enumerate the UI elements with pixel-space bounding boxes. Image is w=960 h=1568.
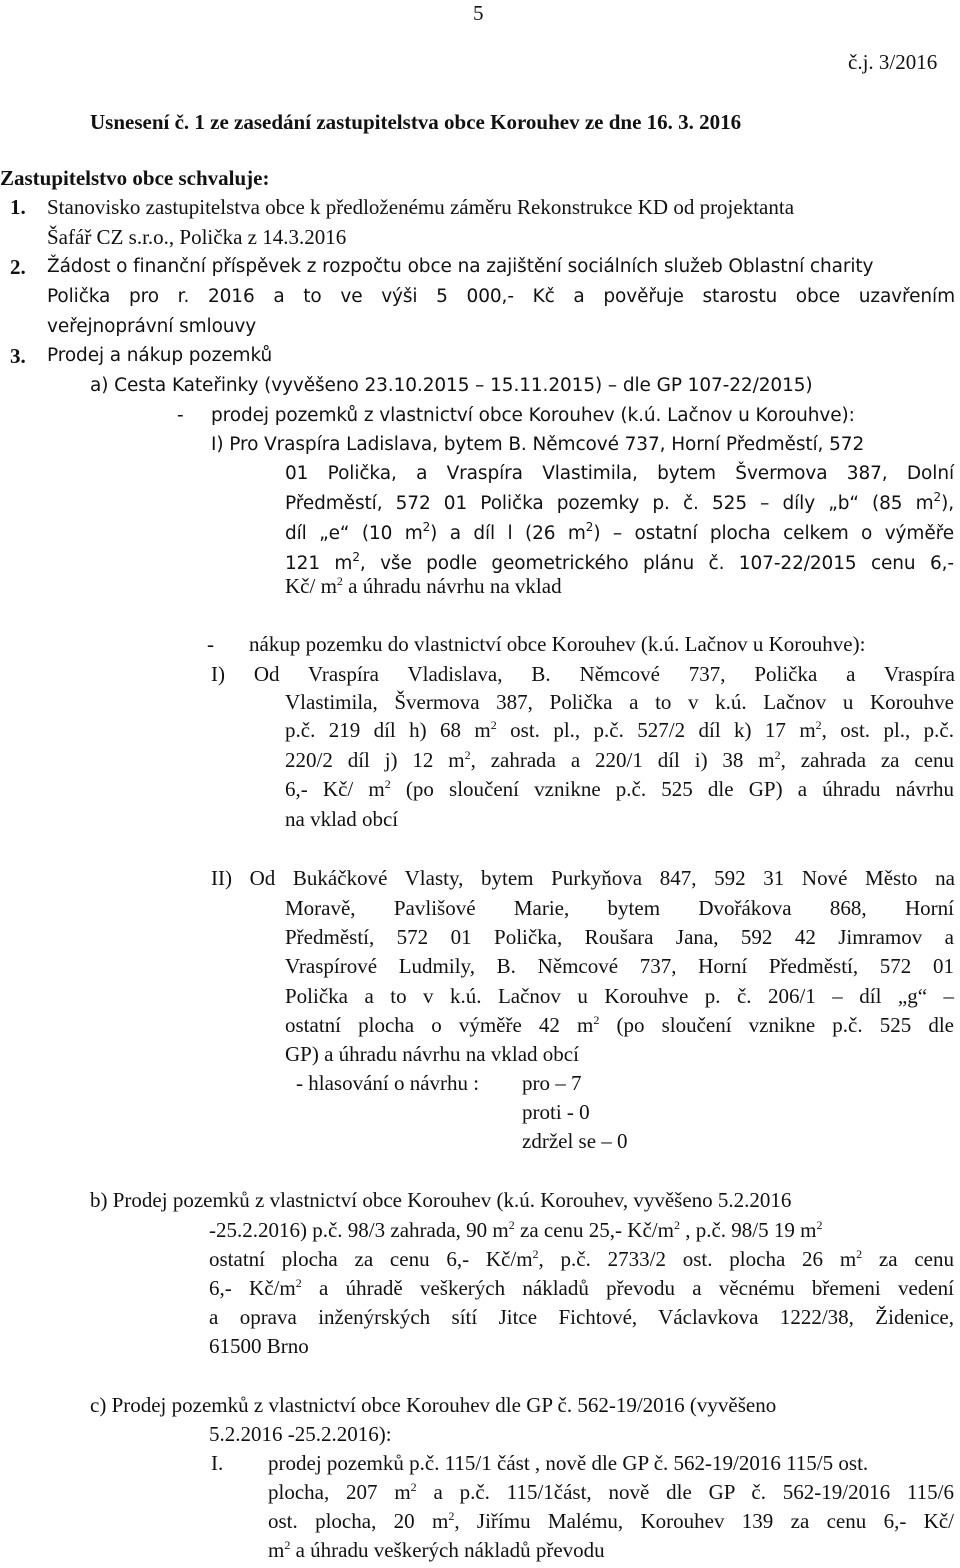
purchase-2-line-1: II) Od Bukáčkové Vlasty, bytem Purkyňova 847, 592 31 Nové Město na (211, 866, 955, 890)
item-2-line-3: veřejnoprávní smlouvy (47, 316, 257, 337)
purchase-2-line-7: GP) a úhradu návrhu na vklad obcí (285, 1042, 579, 1066)
sale-heading: prodej pozemků z vlastnictví obce Korouhev (k.ú. Lačnov u Korouhve): (211, 405, 855, 426)
purchase-1-line-5: 6,- Kč/ $m^2$ (po sloučení vznikne p.č. 525 dle GP) a úhradu návrhu (285, 777, 954, 801)
item-3c-i-number: I. (211, 1451, 224, 1475)
item-2-line-2: Polička pro r. 2016 a to ve výši 5 000,- Kč a pověřuje starostu obce uzavřením (47, 286, 955, 307)
sale-line-1: I) Pro Vraspíra Ladislava, bytem B. Němcové 737, Horní Předměstí, 572 (211, 434, 865, 455)
purchase-1-line-4: 220/2 díl j) 12 $m^2$, zahrada a 220/1 díl i) 38 $m^2$, zahrada za cenu (285, 748, 955, 772)
item-1-line-1: Stanovisko zastupitelstva obce k předloženému záměru Rekonstrukce KD od projektanta (47, 195, 795, 219)
purchase-1-line-3: p.č. 219 díl h) 68 $m^2$ ost. pl., p.č. 527/2 díl k) 17 $m^2$, ost. pl., p.č. (285, 718, 954, 742)
purchase-2-line-4: Vraspírové Ludmily, B. Němcové 737, Horní Předměstí, 572 01 (285, 954, 954, 978)
purchase-2-line-6: ostatní plocha o výměře 42 $m^2$ (po sloučení vznikne p.č. 525 dle (285, 1013, 954, 1037)
purchase-1-line-2: Vlastimila, Švermova 387, Polička a to v k.ú. Lačnov u Korouhve (285, 690, 954, 714)
item-1-number: 1. (10, 195, 26, 219)
purchase-1-line-6: na vklad obcí (285, 807, 399, 831)
page-number: 5 (473, 1, 484, 25)
sale-dash: - (177, 405, 184, 426)
vote-label: - hlasování o návrhu : (296, 1071, 480, 1095)
vote-for: pro – 7 (522, 1071, 582, 1095)
purchase-2-line-5: Polička a to v k.ú. Lačnov u Korouhve p. č. 206/1 – díl „g“ – (285, 984, 954, 1008)
purchase-2-line-2: Moravě, Pavlišové Marie, bytem Dvořákova 868, Horní (285, 896, 954, 920)
sale-line-3: Předměstí, 572 01 Polička pozemky p. č. 525 – díly „b“ (85 $m^2$), (285, 490, 954, 514)
sale-line-6: Kč/ $m^2$ a úhradu návrhu na vklad (285, 574, 562, 598)
item-3b-line-4: 6,- $Kč/m^2$ a úhradě veškerých nákladů převodu a věcnému břemeni vedení (209, 1276, 954, 1300)
item-3a-title: a) Cesta Kateřinky (vyvěšeno 23.10.2015 – 15.11.2015) – dle GP 107-22/2015) (90, 375, 813, 396)
item-3b-line-1: b) Prodej pozemků z vlastnictví obce Korouhev (k.ú. Korouhev, vyvěšeno 5.2.2016 (90, 1188, 792, 1212)
sale-line-5: 121 $m^2$, vše podle geometrického plánu č. 107-22/2015 cenu 6,- (285, 550, 954, 574)
item-3b-line-3: ostatní plocha za cenu 6,- $Kč/m^2$, p.č. 2733/2 ost. plocha 26 $m^2$ za cenu (209, 1247, 954, 1271)
item-3b-line-6: 61500 Brno (209, 1334, 309, 1358)
item-3b-line-2: -25.2.2016) p.č. 98/3 zahrada, 90 $m^2$ za cenu 25,- $Kč/m^2$ , p.č. 98/5 19 $m^2$ (209, 1218, 823, 1242)
item-3c-line-1: c) Prodej pozemků z vlastnictví obce Korouhev dle GP č. 562-19/2016 (vyvěšeno (90, 1393, 777, 1417)
item-3c-i-line-2: plocha, 207 $m^2$ a p.č. 115/1část, nově dle GP č. 562-19/2016 115/6 (268, 1480, 954, 1504)
sale-line-4: díl „e“ (10 $m^2$) a díl l (26 $m^2$) – ostatní plocha celkem o výměře (285, 520, 954, 544)
item-2-number: 2. (10, 255, 26, 279)
item-3c-line-2: 5.2.2016 -25.2.2016): (209, 1422, 392, 1446)
purchase-heading: nákup pozemku do vlastnictví obce Korouhev (k.ú. Lačnov u Korouhve): (249, 632, 866, 656)
purchase-dash: - (207, 632, 214, 656)
item-3c-i-line-1: prodej pozemků p.č. 115/1 část , nově dle GP č. 562-19/2016 115/5 ost. (268, 1451, 869, 1475)
item-2-line-1: Žádost o finanční příspěvek z rozpočtu obce na zajištění sociálních služeb Oblastní charity (47, 256, 874, 277)
item-3-title: Prodej a nákup pozemků (47, 345, 273, 366)
reference-number: č.j. 3/2016 (848, 50, 938, 74)
vote-abstain: zdržel se – 0 (522, 1129, 628, 1153)
item-3c-i-line-4: $m^2$ a úhradu veškerých nákladů převodu (268, 1538, 605, 1562)
item-3c-i-line-3: ost. plocha, 20 $m^2$, Jiřímu Malému, Korouhev 139 za cenu 6,- Kč/ (268, 1509, 954, 1533)
purchase-2-line-3: Předměstí, 572 01 Polička, Roušara Jana, 592 42 Jimramov a (285, 925, 954, 949)
item-3-number: 3. (10, 344, 26, 368)
document-title: Usnesení č. 1 ze zasedání zastupitelstva obce Korouhev ze dne 16. 3. 2016 (90, 110, 742, 134)
purchase-1-line-1: I) Od Vraspíra Vladislava, B. Němcové 737, Polička a Vraspíra (211, 662, 955, 686)
sale-line-2: 01 Polička, a Vraspíra Vlastimila, bytem Švermova 387, Dolní (285, 463, 954, 484)
vote-against: proti - 0 (522, 1100, 590, 1124)
item-1-line-2: Šafář CZ s.r.o., Polička z 14.3.2016 (47, 225, 347, 249)
item-3b-line-5: a oprava inženýrských sítí Jitce Fichtové, Václavkova 1222/38, Židenice, (209, 1305, 954, 1329)
section-heading: Zastupitelstvo obce schvaluje: (0, 166, 270, 190)
